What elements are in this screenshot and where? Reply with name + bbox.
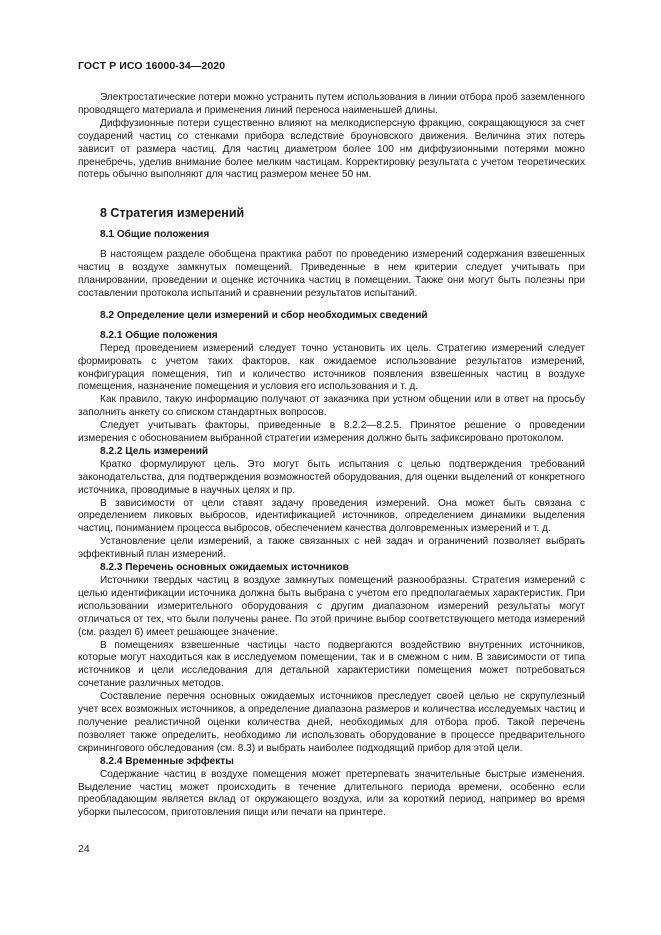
document-header: ГОСТ Р ИСО 16000-34—2020 xyxy=(78,60,226,72)
clause-title: 8.2.3 Перечень основных ожидаемых источников xyxy=(100,562,349,574)
paragraph: Перед проведением измерений следует точно установить их цель. Стратегию измерений следует формировать с учетом таких факторов, как ожидаемое использование результатов измерений, конфигурация помещения, тип и количество источников появления взвешенных частиц в воздухе помещения, назначение помещения и условия его использования и т. д. xyxy=(78,342,585,393)
paragraph: В зависимости от цели ставят задачу проведения измерений. Она может быть связана с определением пиковых выбросов, идентификацией источников, определением динамики выделения частиц, пониманием процесса выбросов, обеспечением качества долговременных измерений и т. д. xyxy=(78,497,585,535)
page-content xyxy=(78,92,585,820)
paragraph: Кратко формулируют цель. Это могут быть испытания с целью подтверждения требований законодательства, для подтверждения возможностей оборудования, для оценки выделений от конкретного источника, проводимые в научных целях и пр. xyxy=(78,458,585,496)
paragraph: Электростатические потери можно устранить путем использования в линии отбора проб заземленного проводящего материала и применения линий переноса наименьшей длины. xyxy=(78,92,585,116)
section-title: 8 Стратегия измерений xyxy=(100,206,245,221)
subsection-title: 8.1 Общие положения xyxy=(100,229,210,241)
subsection-title: 8.2 Определение цели измерений и сбор необходимых сведений xyxy=(100,309,428,321)
paragraph: Следует учитывать факторы, приведенные в 8.2.2—8.2.5. Принятое решение о проведении измерения с обоснованием выбранной стратегии измерения должно быть зафиксировано протоколом. xyxy=(78,420,585,445)
paragraph: Составление перечня основных ожидаемых источников преследует своей целью не скрупулезный учет всех возможных источников, а определение диапазона размеров и количества исследуемых частиц и получение реалистичной оценки количества дней, необходимых для отбора проб. Такой перечень позволяет также определить, необходимо ли использовать оборудование в процессе предварительного скринингового обследования (см. 8.3) и выбрать наиболее подходящий прибор для этой цели. xyxy=(78,691,585,754)
paragraph: Содержание частиц в воздухе помещения может претерпевать значительные быстрые изменения. Выделение частиц может происходить в течение длительного периода времени, особенно если преобладающим является вклад от окружающего воздуха, или за короткий период, например во время уборки пылесосом, приготовления пищи или печати на принтере. xyxy=(78,768,585,819)
paragraph: В настоящем разделе обобщена практика работ по проведению измерений содержания взвешенных частиц в воздухе замкнутых помещений. Приведенные в нем критерии следует учитывать при планировании, проведении и оценке источника частиц в помещении. Также они могут быть полезны при составлении протокола испытаний и сравнении результатов испытаний. xyxy=(78,249,585,299)
paragraph: В помещениях взвешенные частицы часто подвергаются воздействию внутренних источников, которые могут находиться как в исследуемом помещении, так и в смежном с ним. В зависимости от типа источников и цели исследования для детальной характеристики помещения может потребоваться сочетание различных методов. xyxy=(78,639,585,690)
paragraph: Источники твердых частиц в воздухе замкнутых помещений разнообразны. Стратегия измерений с целью идентификации источника должна быть выбрана с учетом его предполагаемых характеристик. При использовании измерительного оборудования с другим диапазоном измерений результаты могут отличаться от тех, что были получены ранее. По этой причине выбор соответствующего метода измерений (см. раздел 6) имеет решающее значение. xyxy=(78,575,585,638)
clause-title: 8.2.4 Временные эффекты xyxy=(100,755,234,767)
clause-title: 8.2.1 Общие положения xyxy=(100,329,218,341)
paragraph: Установление цели измерений, а также связанных с ней задач и ограничений позволяет выбрать эффективный план измерений. xyxy=(78,536,585,561)
paragraph: Как правило, такую информацию получают от заказчика при устном общении или в ответ на просьбу заполнить анкету со списком стандартных вопросов. xyxy=(78,394,585,419)
page-number: 24 xyxy=(78,843,90,855)
paragraph: Диффузионные потери существенно влияют на мелкодисперсную фракцию, сокращающуюся за счет соударений частиц со стенками прибора вследствие броуновского движения. Величина этих потерь зависит от размера частиц. Для частиц диаметром более 100 нм диффузионными потерями можно пренебречь, уделив внимание более мелким частицам. Корректировку результата с учетом теоретических потерь обычно выполняют для частиц размером менее 50 нм. xyxy=(78,117,585,181)
clause-title: 8.2.2 Цель измерений xyxy=(100,445,209,457)
